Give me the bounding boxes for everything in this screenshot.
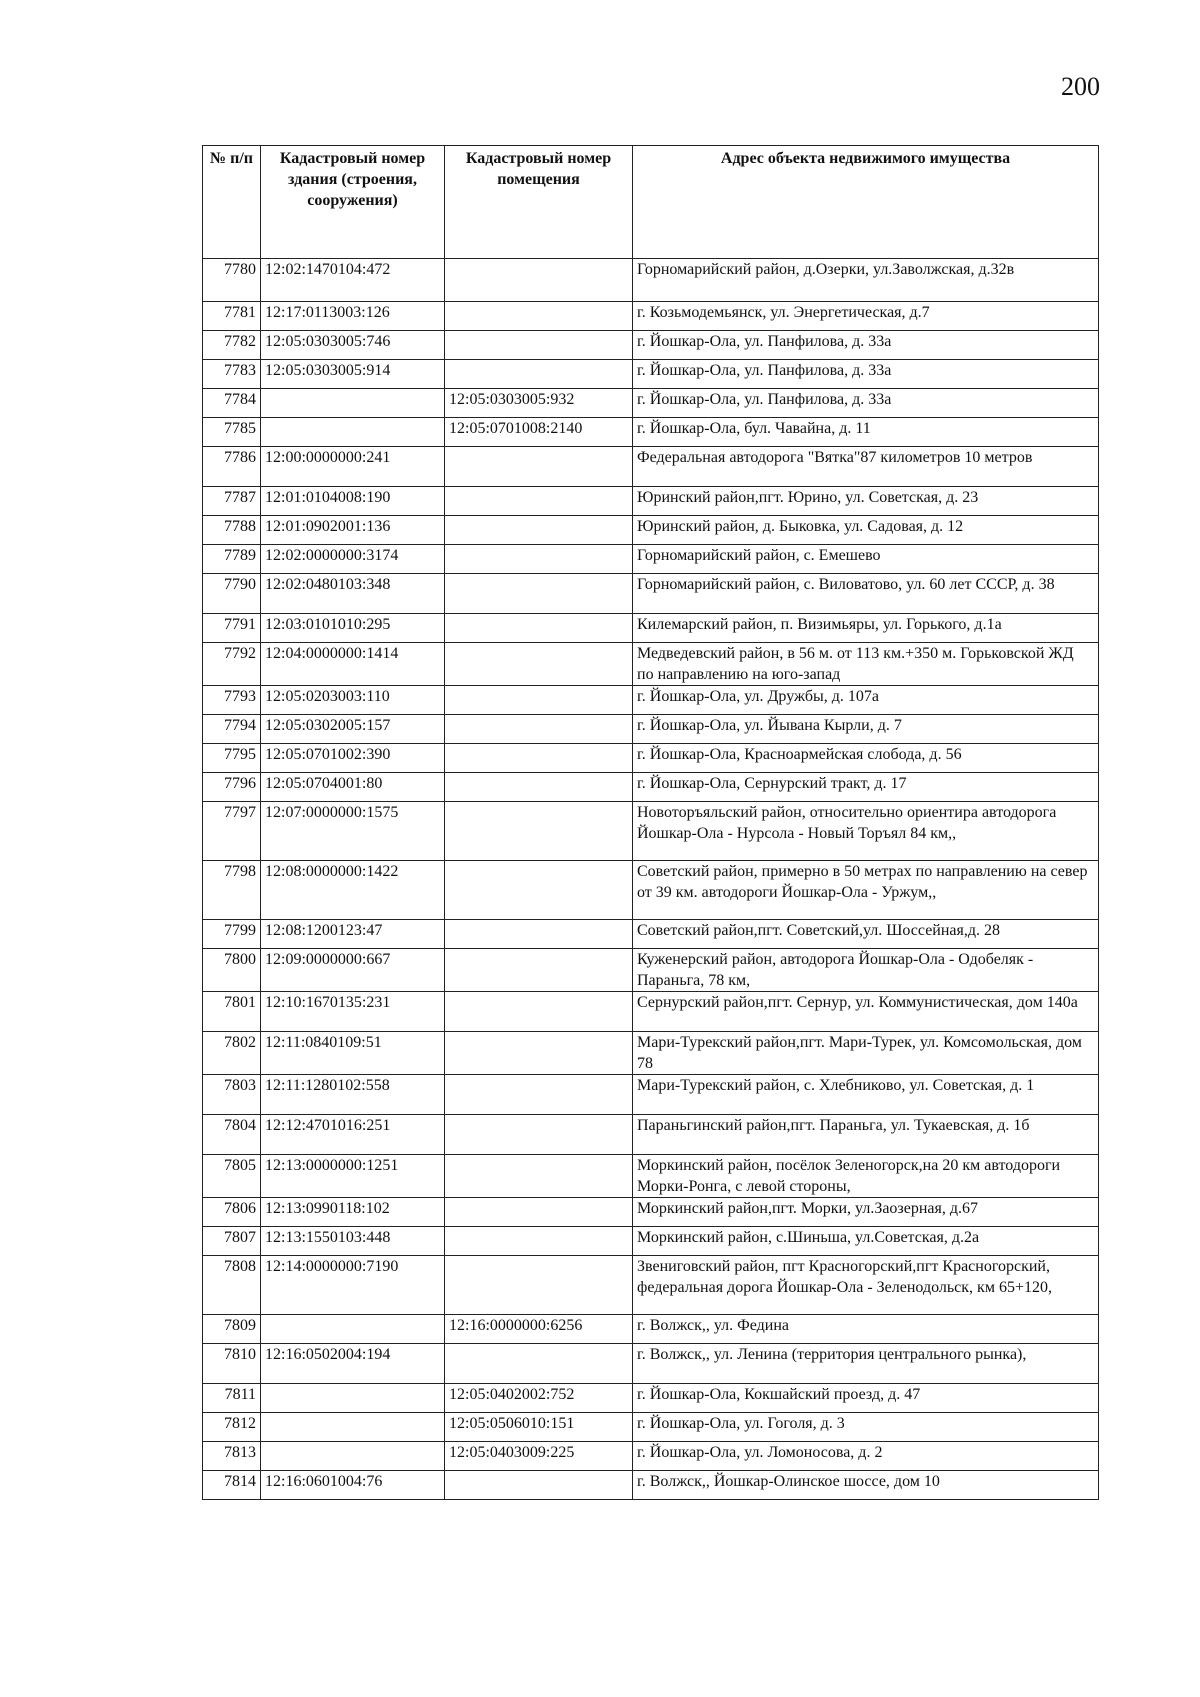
table-row bbox=[203, 331, 1099, 360]
building-cadastral-cell: 12:07:0000000:1575 bbox=[261, 802, 445, 861]
table-row bbox=[203, 1227, 1099, 1256]
building-cadastral-cell: 12:04:0000000:1414 bbox=[261, 643, 445, 686]
address-cell: г. Йошкар-Ола, ул. Панфилова, д. 33а bbox=[633, 331, 1099, 360]
row-number: 7799 bbox=[203, 920, 261, 949]
table-row bbox=[203, 1384, 1099, 1413]
room-cadastral-cell bbox=[445, 516, 633, 545]
room-cadastral-cell bbox=[445, 331, 633, 360]
table-row bbox=[203, 992, 1099, 1032]
building-cadastral-cell: 12:02:0480103:348 bbox=[261, 574, 445, 614]
room-cadastral-cell: 12:05:0701008:2140 bbox=[445, 418, 633, 447]
room-cadastral-cell bbox=[445, 302, 633, 331]
room-cadastral-cell bbox=[445, 574, 633, 614]
room-cadastral-cell: 12:05:0303005:932 bbox=[445, 389, 633, 418]
room-cadastral-cell bbox=[445, 545, 633, 574]
row-number: 7805 bbox=[203, 1155, 261, 1198]
building-cadastral-cell: 12:01:0902001:136 bbox=[261, 516, 445, 545]
room-cadastral-cell bbox=[445, 1344, 633, 1384]
row-number: 7795 bbox=[203, 744, 261, 773]
row-number: 7785 bbox=[203, 418, 261, 447]
address-cell: Горномарийский район, д.Озерки, ул.Заволжская, д.32в bbox=[633, 259, 1099, 302]
column-header-address: Адрес объекта недвижимого имущества bbox=[633, 146, 1099, 259]
address-cell: г. Йошкар-Ола, Кокшайский проезд, д. 47 bbox=[633, 1384, 1099, 1413]
address-cell: Медведевский район, в 56 м. от 113 км.+350 м. Горьковской ЖД по направлению на юго-запад bbox=[633, 643, 1099, 686]
building-cadastral-cell: 12:02:1470104:472 bbox=[261, 259, 445, 302]
row-number: 7796 bbox=[203, 773, 261, 802]
address-cell: г. Йошкар-Ола, ул. Гоголя, д. 3 bbox=[633, 1413, 1099, 1442]
row-number: 7786 bbox=[203, 447, 261, 487]
address-cell: Звениговский район, пгт Красногорский,пгт Красногорский, федеральная дорога Йошкар-Ола - Зеленодольск, км 65+120, bbox=[633, 1256, 1099, 1315]
row-number: 7809 bbox=[203, 1315, 261, 1344]
row-number: 7806 bbox=[203, 1198, 261, 1227]
building-cadastral-cell: 12:05:0303005:914 bbox=[261, 360, 445, 389]
building-cadastral-cell: 12:00:0000000:241 bbox=[261, 447, 445, 487]
row-number: 7804 bbox=[203, 1115, 261, 1155]
building-cadastral-cell: 12:14:0000000:7190 bbox=[261, 1256, 445, 1315]
room-cadastral-cell bbox=[445, 744, 633, 773]
building-cadastral-cell: 12:02:0000000:3174 bbox=[261, 545, 445, 574]
property-registry-table bbox=[202, 145, 1099, 1500]
table-row bbox=[203, 920, 1099, 949]
row-number: 7784 bbox=[203, 389, 261, 418]
row-number: 7808 bbox=[203, 1256, 261, 1315]
table-row bbox=[203, 1442, 1099, 1471]
row-number: 7783 bbox=[203, 360, 261, 389]
room-cadastral-cell bbox=[445, 1032, 633, 1075]
room-cadastral-cell bbox=[445, 949, 633, 992]
address-cell: Советский район, примерно в 50 метрах по направлению на север от 39 км. автодороги Йошкар-Ола - Уржум,, bbox=[633, 861, 1099, 920]
table-row bbox=[203, 744, 1099, 773]
building-cadastral-cell: 12:13:0000000:1251 bbox=[261, 1155, 445, 1198]
room-cadastral-cell bbox=[445, 643, 633, 686]
building-cadastral-cell: 12:16:0601004:76 bbox=[261, 1471, 445, 1500]
table-row bbox=[203, 773, 1099, 802]
column-header-room-cadastral: Кадастровый номер помещения bbox=[445, 146, 633, 259]
table-row bbox=[203, 1198, 1099, 1227]
address-cell: Горномарийский район, с. Емешево bbox=[633, 545, 1099, 574]
table-row bbox=[203, 516, 1099, 545]
address-cell: Моркинский район, посёлок Зеленогорск,на 20 км автодороги Морки-Ронга, с левой стороны, bbox=[633, 1155, 1099, 1198]
building-cadastral-cell: 12:13:1550103:448 bbox=[261, 1227, 445, 1256]
building-cadastral-cell bbox=[261, 1413, 445, 1442]
room-cadastral-cell: 12:05:0402002:752 bbox=[445, 1384, 633, 1413]
building-cadastral-cell: 12:05:0203003:110 bbox=[261, 686, 445, 715]
table-row bbox=[203, 802, 1099, 861]
building-cadastral-cell: 12:08:1200123:47 bbox=[261, 920, 445, 949]
room-cadastral-cell bbox=[445, 1155, 633, 1198]
table-row bbox=[203, 614, 1099, 643]
room-cadastral-cell: 12:05:0506010:151 bbox=[445, 1413, 633, 1442]
table-row bbox=[203, 715, 1099, 744]
building-cadastral-cell: 12:13:0990118:102 bbox=[261, 1198, 445, 1227]
table-row bbox=[203, 418, 1099, 447]
table-row bbox=[203, 686, 1099, 715]
address-cell: Советский район,пгт. Советский,ул. Шоссейная,д. 28 bbox=[633, 920, 1099, 949]
address-cell: г. Волжск,, Йошкар-Олинское шоссе, дом 10 bbox=[633, 1471, 1099, 1500]
room-cadastral-cell bbox=[445, 802, 633, 861]
building-cadastral-cell bbox=[261, 1442, 445, 1471]
table-header-row bbox=[203, 146, 1099, 259]
room-cadastral-cell bbox=[445, 360, 633, 389]
table-row bbox=[203, 1075, 1099, 1115]
room-cadastral-cell bbox=[445, 1256, 633, 1315]
table-row bbox=[203, 302, 1099, 331]
address-cell: г. Волжск,, ул. Федина bbox=[633, 1315, 1099, 1344]
address-cell: Моркинский район,пгт. Морки, ул.Заозерная, д.67 bbox=[633, 1198, 1099, 1227]
address-cell: Сернурский район,пгт. Сернур, ул. Коммунистическая, дом 140а bbox=[633, 992, 1099, 1032]
row-number: 7801 bbox=[203, 992, 261, 1032]
row-number: 7794 bbox=[203, 715, 261, 744]
building-cadastral-cell: 12:05:0302005:157 bbox=[261, 715, 445, 744]
address-cell: г. Волжск,, ул. Ленина (территория центрального рынка), bbox=[633, 1344, 1099, 1384]
room-cadastral-cell bbox=[445, 1198, 633, 1227]
address-cell: Юринский район, д. Быковка, ул. Садовая, д. 12 bbox=[633, 516, 1099, 545]
row-number: 7790 bbox=[203, 574, 261, 614]
table-row bbox=[203, 259, 1099, 302]
building-cadastral-cell: 12:05:0704001:80 bbox=[261, 773, 445, 802]
row-number: 7800 bbox=[203, 949, 261, 992]
row-number: 7787 bbox=[203, 487, 261, 516]
row-number: 7792 bbox=[203, 643, 261, 686]
table-row bbox=[203, 487, 1099, 516]
building-cadastral-cell: 12:01:0104008:190 bbox=[261, 487, 445, 516]
room-cadastral-cell bbox=[445, 487, 633, 516]
table-row bbox=[203, 1471, 1099, 1500]
address-cell: Юринский район,пгт. Юрино, ул. Советская, д. 23 bbox=[633, 487, 1099, 516]
room-cadastral-cell bbox=[445, 447, 633, 487]
table-row bbox=[203, 643, 1099, 686]
room-cadastral-cell bbox=[445, 686, 633, 715]
building-cadastral-cell bbox=[261, 418, 445, 447]
address-cell: Килемарский район, п. Визимьяры, ул. Горького, д.1а bbox=[633, 614, 1099, 643]
room-cadastral-cell bbox=[445, 992, 633, 1032]
room-cadastral-cell bbox=[445, 1075, 633, 1115]
table-row bbox=[203, 1344, 1099, 1384]
row-number: 7810 bbox=[203, 1344, 261, 1384]
address-cell: г. Йошкар-Ола, ул. Панфилова, д. 33а bbox=[633, 389, 1099, 418]
room-cadastral-cell bbox=[445, 259, 633, 302]
row-number: 7812 bbox=[203, 1413, 261, 1442]
building-cadastral-cell: 12:10:1670135:231 bbox=[261, 992, 445, 1032]
address-cell: Горномарийский район, с. Виловатово, ул. 60 лет СССР, д. 38 bbox=[633, 574, 1099, 614]
table-row bbox=[203, 1315, 1099, 1344]
row-number: 7788 bbox=[203, 516, 261, 545]
address-cell: г. Йошкар-Ола, Красноармейская слобода, д. 56 bbox=[633, 744, 1099, 773]
building-cadastral-cell: 12:05:0701002:390 bbox=[261, 744, 445, 773]
building-cadastral-cell: 12:16:0502004:194 bbox=[261, 1344, 445, 1384]
table-row bbox=[203, 1413, 1099, 1442]
room-cadastral-cell: 12:05:0403009:225 bbox=[445, 1442, 633, 1471]
address-cell: г. Йошкар-Ола, ул. Йывана Кырли, д. 7 bbox=[633, 715, 1099, 744]
room-cadastral-cell bbox=[445, 773, 633, 802]
address-cell: г. Йошкар-Ола, ул. Панфилова, д. 33а bbox=[633, 360, 1099, 389]
row-number: 7793 bbox=[203, 686, 261, 715]
row-number: 7781 bbox=[203, 302, 261, 331]
table-row bbox=[203, 574, 1099, 614]
room-cadastral-cell bbox=[445, 861, 633, 920]
building-cadastral-cell bbox=[261, 1315, 445, 1344]
table-row bbox=[203, 360, 1099, 389]
row-number: 7798 bbox=[203, 861, 261, 920]
building-cadastral-cell bbox=[261, 389, 445, 418]
building-cadastral-cell: 12:12:4701016:251 bbox=[261, 1115, 445, 1155]
table-row bbox=[203, 1256, 1099, 1315]
address-cell: Мари-Турекский район, с. Хлебниково, ул. Советская, д. 1 bbox=[633, 1075, 1099, 1115]
building-cadastral-cell: 12:05:0303005:746 bbox=[261, 331, 445, 360]
row-number: 7803 bbox=[203, 1075, 261, 1115]
table-row bbox=[203, 1155, 1099, 1198]
room-cadastral-cell bbox=[445, 1115, 633, 1155]
address-cell: Куженерский район, автодорога Йошкар-Ола - Одобеляк - Параньга, 78 км, bbox=[633, 949, 1099, 992]
building-cadastral-cell: 12:09:0000000:667 bbox=[261, 949, 445, 992]
address-cell: Моркинский район, с.Шиньша, ул.Советская, д.2а bbox=[633, 1227, 1099, 1256]
row-number: 7811 bbox=[203, 1384, 261, 1413]
room-cadastral-cell bbox=[445, 715, 633, 744]
table-row bbox=[203, 949, 1099, 992]
address-cell: г. Йошкар-Ола, ул. Дружбы, д. 107а bbox=[633, 686, 1099, 715]
table-row bbox=[203, 861, 1099, 920]
table-row bbox=[203, 389, 1099, 418]
table-row bbox=[203, 545, 1099, 574]
room-cadastral-cell bbox=[445, 614, 633, 643]
room-cadastral-cell bbox=[445, 920, 633, 949]
row-number: 7807 bbox=[203, 1227, 261, 1256]
column-header-number: № п/п bbox=[203, 146, 261, 259]
table-row bbox=[203, 1115, 1099, 1155]
address-cell: г. Йошкар-Ола, ул. Ломоносова, д. 2 bbox=[633, 1442, 1099, 1471]
row-number: 7802 bbox=[203, 1032, 261, 1075]
building-cadastral-cell: 12:11:1280102:558 bbox=[261, 1075, 445, 1115]
table-row bbox=[203, 1032, 1099, 1075]
table-row bbox=[203, 447, 1099, 487]
row-number: 7797 bbox=[203, 802, 261, 861]
row-number: 7782 bbox=[203, 331, 261, 360]
row-number: 7813 bbox=[203, 1442, 261, 1471]
building-cadastral-cell: 12:03:0101010:295 bbox=[261, 614, 445, 643]
room-cadastral-cell bbox=[445, 1471, 633, 1500]
building-cadastral-cell: 12:17:0113003:126 bbox=[261, 302, 445, 331]
row-number: 7789 bbox=[203, 545, 261, 574]
building-cadastral-cell: 12:11:0840109:51 bbox=[261, 1032, 445, 1075]
building-cadastral-cell: 12:08:0000000:1422 bbox=[261, 861, 445, 920]
address-cell: Федеральная автодорога "Вятка"87 километров 10 метров bbox=[633, 447, 1099, 487]
address-cell: Новоторъяльский район, относительно ориентира автодорога Йошкар-Ола - Нурсола - Новый Торъял 84 км,, bbox=[633, 802, 1099, 861]
table-body bbox=[203, 259, 1099, 1500]
address-cell: г. Йошкар-Ола, Сернурский тракт, д. 17 bbox=[633, 773, 1099, 802]
room-cadastral-cell: 12:16:0000000:6256 bbox=[445, 1315, 633, 1344]
page-number: 200 bbox=[1061, 72, 1100, 101]
row-number: 7780 bbox=[203, 259, 261, 302]
row-number: 7791 bbox=[203, 614, 261, 643]
address-cell: г. Йошкар-Ола, бул. Чавайна, д. 11 bbox=[633, 418, 1099, 447]
room-cadastral-cell bbox=[445, 1227, 633, 1256]
address-cell: Мари-Турекский район,пгт. Мари-Турек, ул. Комсомольская, дом 78 bbox=[633, 1032, 1099, 1075]
row-number: 7814 bbox=[203, 1471, 261, 1500]
column-header-building-cadastral: Кадастровый номер здания (строения, сооружения) bbox=[261, 146, 445, 259]
address-cell: Параньгинский район,пгт. Параньга, ул. Тукаевская, д. 1б bbox=[633, 1115, 1099, 1155]
building-cadastral-cell bbox=[261, 1384, 445, 1413]
address-cell: г. Козьмодемьянск, ул. Энергетическая, д.7 bbox=[633, 302, 1099, 331]
